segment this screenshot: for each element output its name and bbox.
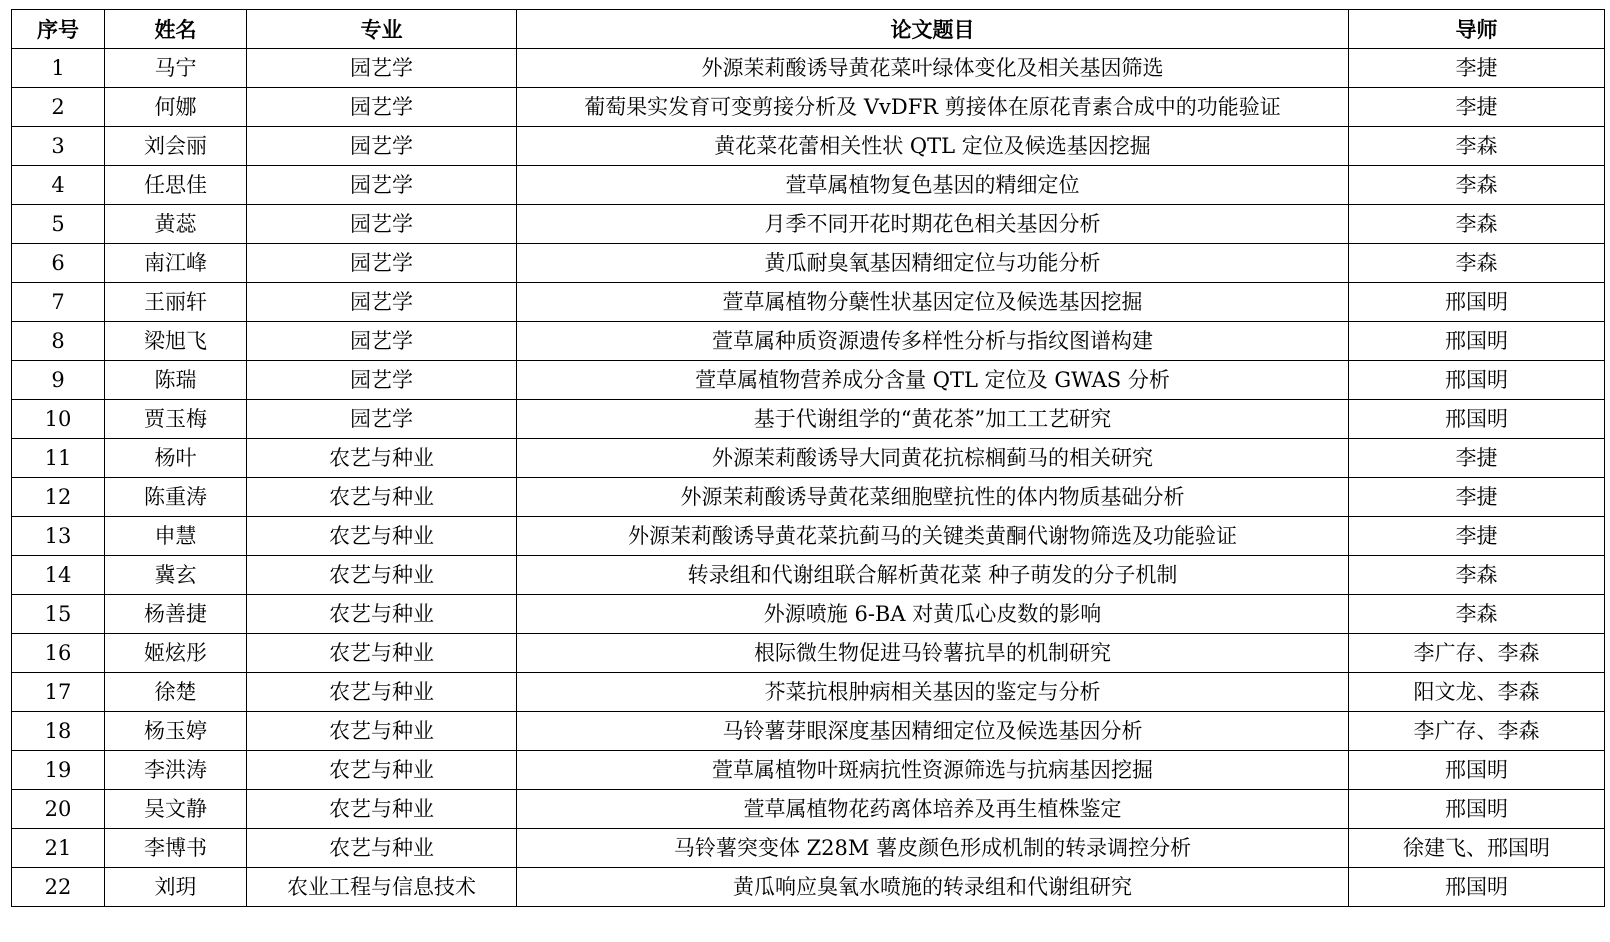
cell-major: 农艺与种业 <box>247 439 517 478</box>
cell-no: 8 <box>12 322 105 361</box>
cell-no: 5 <box>12 205 105 244</box>
cell-advisor: 李捷 <box>1349 88 1605 127</box>
cell-advisor: 邢国明 <box>1349 868 1605 907</box>
cell-advisor: 李广存、李森 <box>1349 634 1605 673</box>
table-row <box>12 361 1605 400</box>
cell-major: 农艺与种业 <box>247 478 517 517</box>
cell-name: 李博书 <box>105 829 247 868</box>
header-row <box>12 10 1605 49</box>
table-row <box>12 829 1605 868</box>
header-name: 姓名 <box>105 10 247 49</box>
cell-advisor: 邢国明 <box>1349 790 1605 829</box>
table-row <box>12 790 1605 829</box>
cell-title: 黄花菜花蕾相关性状 QTL 定位及候选基因挖掘 <box>517 127 1349 166</box>
cell-no: 12 <box>12 478 105 517</box>
cell-name: 南江峰 <box>105 244 247 283</box>
cell-advisor: 李捷 <box>1349 439 1605 478</box>
cell-major: 园艺学 <box>247 127 517 166</box>
cell-name: 吴文静 <box>105 790 247 829</box>
table-row <box>12 127 1605 166</box>
table-row <box>12 868 1605 907</box>
table-row <box>12 244 1605 283</box>
cell-title: 萱草属种质资源遗传多样性分析与指纹图谱构建 <box>517 322 1349 361</box>
cell-advisor: 李广存、李森 <box>1349 712 1605 751</box>
cell-advisor: 李森 <box>1349 556 1605 595</box>
cell-advisor: 邢国明 <box>1349 322 1605 361</box>
cell-major: 农艺与种业 <box>247 634 517 673</box>
table-row <box>12 595 1605 634</box>
cell-name: 刘玥 <box>105 868 247 907</box>
cell-title: 月季不同开花时期花色相关基因分析 <box>517 205 1349 244</box>
cell-title: 黄瓜响应臭氧水喷施的转录组和代谢组研究 <box>517 868 1349 907</box>
cell-no: 2 <box>12 88 105 127</box>
cell-title: 葡萄果实发育可变剪接分析及 VvDFR 剪接体在原花青素合成中的功能验证 <box>517 88 1349 127</box>
cell-advisor: 邢国明 <box>1349 751 1605 790</box>
cell-name: 陈重涛 <box>105 478 247 517</box>
table-row <box>12 673 1605 712</box>
table-body <box>12 49 1605 907</box>
cell-advisor: 邢国明 <box>1349 361 1605 400</box>
cell-advisor: 李捷 <box>1349 517 1605 556</box>
table-header <box>12 10 1605 49</box>
header-major: 专业 <box>247 10 517 49</box>
cell-major: 园艺学 <box>247 49 517 88</box>
cell-title: 萱草属植物营养成分含量 QTL 定位及 GWAS 分析 <box>517 361 1349 400</box>
cell-name: 王丽轩 <box>105 283 247 322</box>
cell-no: 7 <box>12 283 105 322</box>
cell-major: 园艺学 <box>247 244 517 283</box>
cell-name: 李洪涛 <box>105 751 247 790</box>
cell-title: 外源喷施 6-BA 对黄瓜心皮数的影响 <box>517 595 1349 634</box>
cell-no: 10 <box>12 400 105 439</box>
header-title: 论文题目 <box>517 10 1349 49</box>
cell-no: 21 <box>12 829 105 868</box>
cell-no: 3 <box>12 127 105 166</box>
table-row <box>12 322 1605 361</box>
thesis-table <box>11 9 1605 907</box>
cell-name: 杨善捷 <box>105 595 247 634</box>
cell-title: 萱草属植物分蘖性状基因定位及候选基因挖掘 <box>517 283 1349 322</box>
cell-major: 农艺与种业 <box>247 751 517 790</box>
cell-name: 申慧 <box>105 517 247 556</box>
cell-major: 农艺与种业 <box>247 595 517 634</box>
cell-title: 萱草属植物花药离体培养及再生植株鉴定 <box>517 790 1349 829</box>
cell-no: 4 <box>12 166 105 205</box>
cell-name: 陈瑞 <box>105 361 247 400</box>
cell-advisor: 阳文龙、李森 <box>1349 673 1605 712</box>
cell-title: 外源茉莉酸诱导黄花菜抗蓟马的关键类黄酮代谢物筛选及功能验证 <box>517 517 1349 556</box>
cell-no: 11 <box>12 439 105 478</box>
cell-advisor: 徐建飞、邢国明 <box>1349 829 1605 868</box>
cell-no: 20 <box>12 790 105 829</box>
cell-major: 园艺学 <box>247 400 517 439</box>
table-row <box>12 88 1605 127</box>
cell-no: 17 <box>12 673 105 712</box>
cell-title: 外源茉莉酸诱导黄花菜叶绿体变化及相关基因筛选 <box>517 49 1349 88</box>
table-row <box>12 166 1605 205</box>
cell-name: 姬炫彤 <box>105 634 247 673</box>
table-row <box>12 478 1605 517</box>
cell-name: 贾玉梅 <box>105 400 247 439</box>
table-row <box>12 634 1605 673</box>
cell-major: 农艺与种业 <box>247 517 517 556</box>
table-row <box>12 556 1605 595</box>
cell-advisor: 邢国明 <box>1349 400 1605 439</box>
cell-major: 农业工程与信息技术 <box>247 868 517 907</box>
cell-no: 6 <box>12 244 105 283</box>
cell-no: 22 <box>12 868 105 907</box>
cell-name: 任思佳 <box>105 166 247 205</box>
header-advisor: 导师 <box>1349 10 1605 49</box>
cell-no: 13 <box>12 517 105 556</box>
cell-major: 园艺学 <box>247 361 517 400</box>
cell-advisor: 李捷 <box>1349 49 1605 88</box>
cell-advisor: 邢国明 <box>1349 283 1605 322</box>
cell-major: 园艺学 <box>247 322 517 361</box>
cell-no: 18 <box>12 712 105 751</box>
cell-advisor: 李森 <box>1349 205 1605 244</box>
cell-major: 园艺学 <box>247 205 517 244</box>
cell-no: 16 <box>12 634 105 673</box>
cell-major: 农艺与种业 <box>247 829 517 868</box>
cell-name: 刘会丽 <box>105 127 247 166</box>
cell-no: 15 <box>12 595 105 634</box>
header-no: 序号 <box>12 10 105 49</box>
cell-major: 农艺与种业 <box>247 673 517 712</box>
cell-name: 杨叶 <box>105 439 247 478</box>
cell-title: 基于代谢组学的“黄花茶”加工工艺研究 <box>517 400 1349 439</box>
table-row <box>12 517 1605 556</box>
table-row <box>12 751 1605 790</box>
cell-major: 农艺与种业 <box>247 712 517 751</box>
cell-name: 黄蕊 <box>105 205 247 244</box>
cell-no: 1 <box>12 49 105 88</box>
cell-advisor: 李捷 <box>1349 478 1605 517</box>
cell-title: 黄瓜耐臭氧基因精细定位与功能分析 <box>517 244 1349 283</box>
cell-title: 外源茉莉酸诱导黄花菜细胞壁抗性的体内物质基础分析 <box>517 478 1349 517</box>
cell-name: 梁旭飞 <box>105 322 247 361</box>
cell-name: 冀玄 <box>105 556 247 595</box>
cell-name: 何娜 <box>105 88 247 127</box>
cell-major: 农艺与种业 <box>247 790 517 829</box>
table-row <box>12 205 1605 244</box>
cell-major: 农艺与种业 <box>247 556 517 595</box>
cell-title: 马铃薯突变体 Z28M 薯皮颜色形成机制的转录调控分析 <box>517 829 1349 868</box>
cell-advisor: 李森 <box>1349 127 1605 166</box>
cell-title: 马铃薯芽眼深度基因精细定位及候选基因分析 <box>517 712 1349 751</box>
cell-no: 19 <box>12 751 105 790</box>
cell-advisor: 李森 <box>1349 166 1605 205</box>
cell-title: 萱草属植物复色基因的精细定位 <box>517 166 1349 205</box>
cell-title: 转录组和代谢组联合解析黄花菜 种子萌发的分子机制 <box>517 556 1349 595</box>
table-row <box>12 400 1605 439</box>
table-row <box>12 439 1605 478</box>
cell-title: 外源茉莉酸诱导大同黄花抗棕榈蓟马的相关研究 <box>517 439 1349 478</box>
cell-advisor: 李森 <box>1349 244 1605 283</box>
cell-name: 杨玉婷 <box>105 712 247 751</box>
cell-major: 园艺学 <box>247 166 517 205</box>
table-row <box>12 49 1605 88</box>
table-row <box>12 283 1605 322</box>
cell-no: 14 <box>12 556 105 595</box>
cell-title: 根际微生物促进马铃薯抗旱的机制研究 <box>517 634 1349 673</box>
cell-name: 徐楚 <box>105 673 247 712</box>
cell-title: 芥菜抗根肿病相关基因的鉴定与分析 <box>517 673 1349 712</box>
cell-advisor: 李森 <box>1349 595 1605 634</box>
cell-no: 9 <box>12 361 105 400</box>
table-row <box>12 712 1605 751</box>
cell-title: 萱草属植物叶斑病抗性资源筛选与抗病基因挖掘 <box>517 751 1349 790</box>
cell-name: 马宁 <box>105 49 247 88</box>
cell-major: 园艺学 <box>247 283 517 322</box>
cell-major: 园艺学 <box>247 88 517 127</box>
